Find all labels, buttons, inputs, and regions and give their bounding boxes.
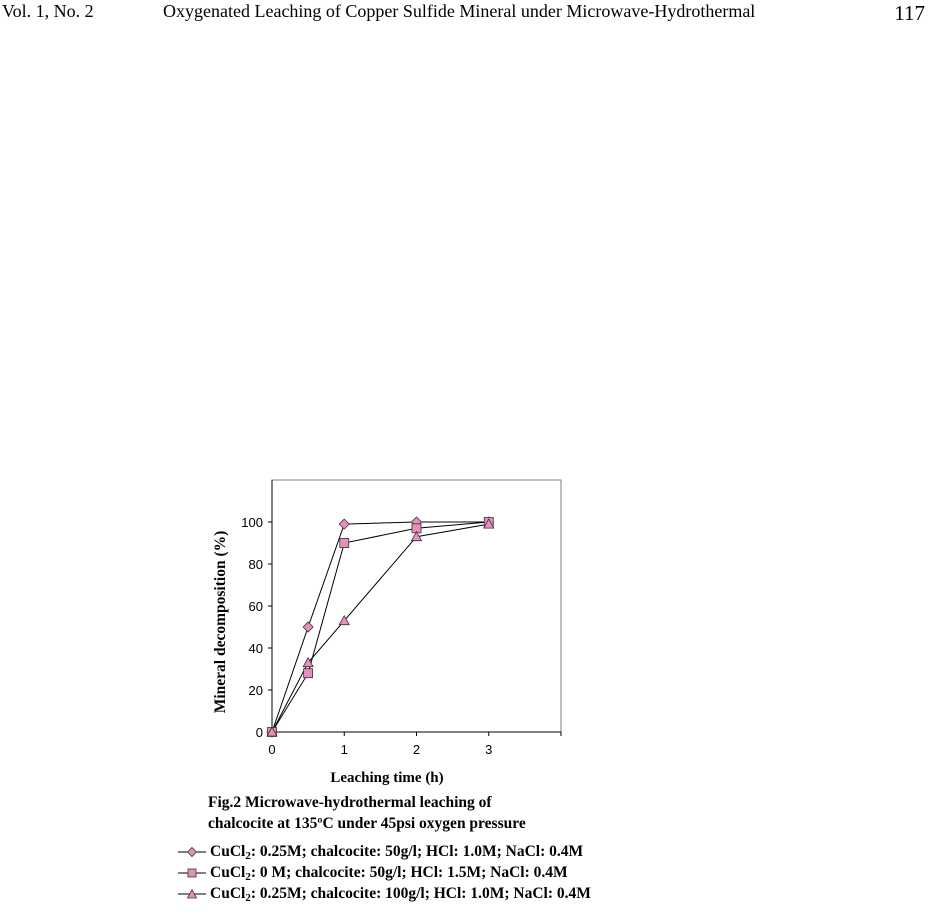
chart-series <box>267 517 494 737</box>
data-point-diamond <box>339 519 349 529</box>
y-tick-label: 20 <box>248 683 263 698</box>
legend-entry <box>178 883 591 905</box>
legend-text: : 0.25M; chalcocite: 50g/l; HCl: 1.0M; NaCl: 0.4M <box>250 843 584 860</box>
x-tick-label: 1 <box>340 742 348 757</box>
legend-prefix: CuCl <box>210 843 246 860</box>
figure-caption-line2: chalcocite at 135ºC under 45psi oxygen pressure <box>208 815 526 832</box>
y-tick-label: 40 <box>248 641 263 656</box>
header-volume: Vol. 1, No. 2 <box>2 1 94 21</box>
chart-ticks <box>241 515 561 757</box>
figure-caption-line1: Fig.2 Microwave-hydrothermal leaching of <box>208 794 492 811</box>
legend-text: : 0 M; chalcocite: 50g/l; HCl: 1.5M; NaCl: 0.4M <box>250 864 568 881</box>
y-tick-label: 60 <box>248 599 263 614</box>
header-title: Oxygenated Leaching of Copper Sulfide Mineral under Microwave-Hydrothermal <box>163 1 756 21</box>
x-tick-label: 2 <box>412 742 421 757</box>
legend-subscript: 2 <box>245 850 251 862</box>
x-tick-label: 3 <box>485 742 493 757</box>
legend-text: : 0.25M; chalcocite: 100g/l; HCl: 1.0M; NaCl: 0.4M <box>250 885 591 902</box>
y-tick-label: 100 <box>241 515 263 530</box>
y-tick-label: 0 <box>255 725 263 740</box>
page-number: 117 <box>894 1 925 25</box>
y-axis-label: Mineral decomposition (%) <box>212 530 229 714</box>
data-point-diamond <box>303 622 313 632</box>
x-tick-label: 0 <box>268 742 276 757</box>
legend-subscript: 2 <box>245 892 251 904</box>
y-tick-label: 80 <box>248 557 263 572</box>
legend-line-square-icon <box>178 867 206 879</box>
data-point-square <box>340 539 349 548</box>
legend-line-triangle-icon <box>178 888 206 900</box>
legend-prefix: CuCl <box>210 885 246 902</box>
legend-line-diamond-icon <box>178 846 206 858</box>
leaching-chart <box>205 470 575 790</box>
data-point-square <box>304 669 313 678</box>
legend-prefix: CuCl <box>210 864 246 881</box>
legend-entry <box>178 862 568 884</box>
legend-entry <box>178 841 583 863</box>
legend-subscript: 2 <box>245 871 251 883</box>
x-axis-label: Leaching time (h) <box>330 770 444 786</box>
